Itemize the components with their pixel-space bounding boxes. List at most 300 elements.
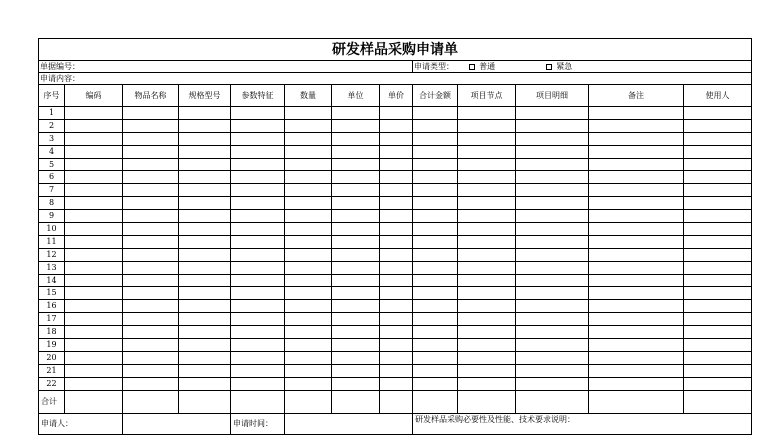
total-cell[interactable]	[458, 390, 516, 413]
table-cell[interactable]	[65, 158, 123, 171]
table-cell[interactable]	[332, 377, 380, 390]
table-cell[interactable]	[516, 377, 589, 390]
table-cell[interactable]	[231, 197, 285, 210]
table-cell[interactable]	[684, 261, 752, 274]
table-cell[interactable]	[231, 261, 285, 274]
table-cell[interactable]	[516, 197, 589, 210]
table-cell[interactable]	[516, 158, 589, 171]
table-cell[interactable]	[516, 223, 589, 236]
table-cell[interactable]	[65, 326, 123, 339]
table-cell[interactable]	[380, 326, 413, 339]
table-cell[interactable]	[285, 377, 332, 390]
table-cell[interactable]	[285, 184, 332, 197]
table-cell[interactable]	[380, 145, 413, 158]
table-cell[interactable]	[380, 119, 413, 132]
row-number: 7	[39, 184, 65, 197]
table-cell[interactable]	[123, 248, 179, 261]
table-cell[interactable]	[123, 377, 179, 390]
table-cell[interactable]	[380, 171, 413, 184]
table-cell[interactable]	[332, 145, 380, 158]
table-cell[interactable]	[65, 351, 123, 364]
table-cell[interactable]	[332, 261, 380, 274]
table-cell[interactable]	[684, 223, 752, 236]
table-cell[interactable]	[231, 132, 285, 145]
table-cell[interactable]	[589, 364, 684, 377]
col-header: 备注	[589, 85, 684, 107]
table-cell[interactable]	[458, 119, 516, 132]
table-cell[interactable]	[65, 223, 123, 236]
row-number: 8	[39, 197, 65, 210]
table-cell[interactable]	[589, 339, 684, 352]
table-cell[interactable]	[380, 339, 413, 352]
table-cell[interactable]	[231, 339, 285, 352]
table-cell[interactable]	[380, 235, 413, 248]
table-cell[interactable]	[332, 248, 380, 261]
table-cell[interactable]	[684, 326, 752, 339]
table-cell[interactable]	[413, 339, 458, 352]
table-cell[interactable]	[285, 158, 332, 171]
table-cell[interactable]	[179, 223, 231, 236]
table-cell[interactable]	[684, 184, 752, 197]
table-row	[39, 377, 752, 390]
row-number: 20	[39, 351, 65, 364]
table-cell[interactable]	[123, 158, 179, 171]
table-cell[interactable]	[589, 132, 684, 145]
table-cell[interactable]	[332, 171, 380, 184]
table-cell[interactable]	[179, 326, 231, 339]
table-cell[interactable]	[458, 223, 516, 236]
table-cell[interactable]	[285, 107, 332, 120]
total-cell[interactable]	[285, 390, 332, 413]
table-cell[interactable]	[516, 145, 589, 158]
table-cell[interactable]	[684, 300, 752, 313]
table-cell[interactable]	[231, 171, 285, 184]
table-cell[interactable]	[285, 145, 332, 158]
table-cell[interactable]	[123, 223, 179, 236]
table-cell[interactable]	[516, 300, 589, 313]
table-cell[interactable]	[285, 274, 332, 287]
table-cell[interactable]	[231, 184, 285, 197]
request-content-label: 申请内容：	[40, 73, 80, 83]
table-cell[interactable]	[413, 313, 458, 326]
table-cell[interactable]	[458, 313, 516, 326]
table-cell[interactable]	[380, 287, 413, 300]
table-cell[interactable]	[589, 145, 684, 158]
table-cell[interactable]	[179, 119, 231, 132]
table-cell[interactable]	[589, 158, 684, 171]
table-cell[interactable]	[285, 119, 332, 132]
table-cell[interactable]	[413, 107, 458, 120]
table-cell[interactable]	[413, 274, 458, 287]
urgent-checkbox[interactable]	[546, 64, 552, 70]
table-cell[interactable]	[123, 300, 179, 313]
table-cell[interactable]	[231, 364, 285, 377]
table-cell[interactable]	[332, 210, 380, 223]
total-cell[interactable]	[65, 390, 123, 413]
table-cell[interactable]	[516, 351, 589, 364]
table-cell[interactable]	[65, 210, 123, 223]
total-cell[interactable]	[413, 390, 458, 413]
table-cell[interactable]	[123, 119, 179, 132]
table-cell[interactable]	[179, 351, 231, 364]
table-cell[interactable]	[413, 300, 458, 313]
table-cell[interactable]	[285, 171, 332, 184]
table-cell[interactable]	[65, 171, 123, 184]
table-cell[interactable]	[65, 184, 123, 197]
table-cell[interactable]	[458, 287, 516, 300]
table-cell[interactable]	[285, 223, 332, 236]
table-cell[interactable]	[589, 235, 684, 248]
table-cell[interactable]	[332, 351, 380, 364]
table-cell[interactable]	[123, 351, 179, 364]
table-cell[interactable]	[231, 119, 285, 132]
table-cell[interactable]	[285, 300, 332, 313]
table-cell[interactable]	[516, 339, 589, 352]
table-cell[interactable]	[123, 197, 179, 210]
table-cell[interactable]	[413, 248, 458, 261]
table-cell[interactable]	[380, 107, 413, 120]
table-cell[interactable]	[589, 248, 684, 261]
table-cell[interactable]	[589, 274, 684, 287]
table-cell[interactable]	[231, 351, 285, 364]
table-cell[interactable]	[413, 287, 458, 300]
table-cell[interactable]	[285, 351, 332, 364]
table-cell[interactable]	[413, 184, 458, 197]
table-cell[interactable]	[589, 210, 684, 223]
table-cell[interactable]	[65, 300, 123, 313]
table-cell[interactable]	[413, 171, 458, 184]
table-cell[interactable]	[380, 261, 413, 274]
table-cell[interactable]	[458, 300, 516, 313]
row-number: 14	[39, 274, 65, 287]
table-cell[interactable]	[589, 184, 684, 197]
table-cell[interactable]	[179, 210, 231, 223]
table-cell[interactable]	[179, 184, 231, 197]
table-cell[interactable]	[458, 364, 516, 377]
table-cell[interactable]	[285, 235, 332, 248]
table-cell[interactable]	[65, 145, 123, 158]
table-cell[interactable]	[332, 223, 380, 236]
row-number: 21	[39, 364, 65, 377]
table-cell[interactable]	[413, 158, 458, 171]
table-cell[interactable]	[458, 248, 516, 261]
table-cell[interactable]	[684, 158, 752, 171]
table-cell[interactable]	[179, 339, 231, 352]
table-cell[interactable]	[285, 326, 332, 339]
table-cell[interactable]	[332, 364, 380, 377]
request-content-field[interactable]	[39, 73, 752, 85]
table-cell[interactable]	[285, 339, 332, 352]
table-cell[interactable]	[458, 274, 516, 287]
table-cell[interactable]	[332, 339, 380, 352]
table-cell[interactable]	[516, 235, 589, 248]
table-cell[interactable]	[684, 210, 752, 223]
table-cell[interactable]	[332, 107, 380, 120]
table-cell[interactable]	[684, 339, 752, 352]
table-cell[interactable]	[516, 132, 589, 145]
table-cell[interactable]	[65, 364, 123, 377]
table-cell[interactable]	[179, 313, 231, 326]
table-cell[interactable]	[231, 158, 285, 171]
table-cell[interactable]	[458, 210, 516, 223]
table-cell[interactable]	[332, 326, 380, 339]
table-cell[interactable]	[179, 364, 231, 377]
table-cell[interactable]	[684, 364, 752, 377]
table-cell[interactable]	[458, 158, 516, 171]
table-cell[interactable]	[589, 313, 684, 326]
row-number: 19	[39, 339, 65, 352]
table-cell[interactable]	[231, 107, 285, 120]
table-cell[interactable]	[458, 197, 516, 210]
applicant-input[interactable]	[123, 413, 231, 434]
table-cell[interactable]	[179, 107, 231, 120]
table-cell[interactable]	[684, 274, 752, 287]
table-cell[interactable]	[380, 132, 413, 145]
table-cell[interactable]	[65, 287, 123, 300]
table-cell[interactable]	[589, 119, 684, 132]
table-cell[interactable]	[179, 248, 231, 261]
table-cell[interactable]	[332, 119, 380, 132]
table-cell[interactable]	[231, 223, 285, 236]
table-cell[interactable]	[589, 223, 684, 236]
table-cell[interactable]	[380, 210, 413, 223]
table-cell[interactable]	[413, 145, 458, 158]
table-row	[39, 274, 752, 287]
table-cell[interactable]	[380, 184, 413, 197]
table-cell[interactable]	[413, 119, 458, 132]
row-number: 1	[39, 107, 65, 120]
table-cell[interactable]	[285, 210, 332, 223]
table-cell[interactable]	[231, 274, 285, 287]
table-cell[interactable]	[179, 377, 231, 390]
total-cell[interactable]	[589, 390, 684, 413]
total-cell[interactable]	[179, 390, 231, 413]
table-cell[interactable]	[516, 326, 589, 339]
col-header: 项目明细	[516, 85, 589, 107]
table-cell[interactable]	[458, 261, 516, 274]
table-cell[interactable]	[179, 287, 231, 300]
table-cell[interactable]	[65, 107, 123, 120]
table-cell[interactable]	[589, 300, 684, 313]
table-cell[interactable]	[589, 197, 684, 210]
table-cell[interactable]	[516, 313, 589, 326]
table-cell[interactable]	[684, 197, 752, 210]
table-cell[interactable]	[231, 313, 285, 326]
table-cell[interactable]	[684, 235, 752, 248]
table-cell[interactable]	[285, 132, 332, 145]
table-cell[interactable]	[516, 248, 589, 261]
table-cell[interactable]	[380, 377, 413, 390]
total-cell[interactable]	[380, 390, 413, 413]
table-row	[39, 339, 752, 352]
table-row	[39, 107, 752, 120]
table-cell[interactable]	[684, 287, 752, 300]
table-cell[interactable]	[380, 197, 413, 210]
table-cell[interactable]	[458, 326, 516, 339]
doc-number-field[interactable]	[39, 61, 413, 73]
table-cell[interactable]	[65, 377, 123, 390]
table-cell[interactable]	[65, 274, 123, 287]
total-cell[interactable]	[516, 390, 589, 413]
table-cell[interactable]	[285, 287, 332, 300]
table-cell[interactable]	[684, 313, 752, 326]
table-cell[interactable]	[231, 377, 285, 390]
table-cell[interactable]	[179, 197, 231, 210]
table-cell[interactable]	[332, 235, 380, 248]
table-cell[interactable]	[123, 210, 179, 223]
table-cell[interactable]	[332, 158, 380, 171]
table-cell[interactable]	[123, 171, 179, 184]
table-cell[interactable]	[516, 364, 589, 377]
table-cell[interactable]	[413, 351, 458, 364]
table-cell[interactable]	[65, 132, 123, 145]
table-cell[interactable]	[413, 364, 458, 377]
table-cell[interactable]	[65, 119, 123, 132]
table-cell[interactable]	[684, 145, 752, 158]
table-cell[interactable]	[380, 351, 413, 364]
table-cell[interactable]	[413, 261, 458, 274]
table-cell[interactable]	[332, 313, 380, 326]
table-cell[interactable]	[516, 210, 589, 223]
table-cell[interactable]	[458, 184, 516, 197]
table-cell[interactable]	[684, 248, 752, 261]
table-cell[interactable]	[413, 132, 458, 145]
table-cell[interactable]	[413, 197, 458, 210]
table-cell[interactable]	[516, 171, 589, 184]
table-cell[interactable]	[516, 261, 589, 274]
table-cell[interactable]	[65, 235, 123, 248]
table-cell[interactable]	[285, 364, 332, 377]
table-cell[interactable]	[179, 274, 231, 287]
table-cell[interactable]	[516, 119, 589, 132]
table-cell[interactable]	[123, 145, 179, 158]
table-cell[interactable]	[123, 339, 179, 352]
table-cell[interactable]	[516, 107, 589, 120]
table-cell[interactable]	[285, 197, 332, 210]
table-cell[interactable]	[458, 339, 516, 352]
table-cell[interactable]	[123, 107, 179, 120]
table-cell[interactable]	[684, 119, 752, 132]
table-cell[interactable]	[589, 107, 684, 120]
table-cell[interactable]	[285, 261, 332, 274]
table-cell[interactable]	[179, 132, 231, 145]
table-cell[interactable]	[380, 274, 413, 287]
table-cell[interactable]	[332, 287, 380, 300]
table-cell[interactable]	[65, 339, 123, 352]
row-number: 18	[39, 326, 65, 339]
table-cell[interactable]	[123, 313, 179, 326]
table-cell[interactable]	[380, 300, 413, 313]
table-cell[interactable]	[179, 235, 231, 248]
table-cell[interactable]	[684, 107, 752, 120]
row-number: 12	[39, 248, 65, 261]
table-cell[interactable]	[380, 364, 413, 377]
table-cell[interactable]	[231, 145, 285, 158]
table-cell[interactable]	[65, 248, 123, 261]
table-cell[interactable]	[123, 132, 179, 145]
table-cell[interactable]	[684, 377, 752, 390]
table-cell[interactable]	[179, 261, 231, 274]
table-cell[interactable]	[458, 132, 516, 145]
table-cell[interactable]	[458, 145, 516, 158]
table-cell[interactable]	[516, 184, 589, 197]
table-cell[interactable]	[380, 223, 413, 236]
normal-checkbox[interactable]	[469, 64, 475, 70]
table-cell[interactable]	[179, 158, 231, 171]
table-cell[interactable]	[380, 248, 413, 261]
table-cell[interactable]	[231, 248, 285, 261]
header-row	[39, 85, 752, 107]
table-cell[interactable]	[458, 377, 516, 390]
table-cell[interactable]	[380, 158, 413, 171]
table-cell[interactable]	[684, 351, 752, 364]
apply-time-input[interactable]	[285, 413, 413, 434]
table-cell[interactable]	[332, 300, 380, 313]
table-cell[interactable]	[413, 326, 458, 339]
table-cell[interactable]	[231, 210, 285, 223]
table-cell[interactable]	[458, 171, 516, 184]
table-cell[interactable]	[589, 287, 684, 300]
table-cell[interactable]	[332, 132, 380, 145]
table-cell[interactable]	[589, 261, 684, 274]
table-cell[interactable]	[589, 377, 684, 390]
table-cell[interactable]	[413, 223, 458, 236]
table-cell[interactable]	[285, 248, 332, 261]
table-cell[interactable]	[179, 145, 231, 158]
table-cell[interactable]	[413, 210, 458, 223]
table-cell[interactable]	[380, 313, 413, 326]
table-cell[interactable]	[332, 184, 380, 197]
table-cell[interactable]	[123, 326, 179, 339]
table-cell[interactable]	[65, 197, 123, 210]
table-cell[interactable]	[458, 351, 516, 364]
table-cell[interactable]	[123, 274, 179, 287]
table-cell[interactable]	[179, 300, 231, 313]
table-cell[interactable]	[332, 197, 380, 210]
table-cell[interactable]	[179, 171, 231, 184]
table-cell[interactable]	[123, 364, 179, 377]
table-cell[interactable]	[65, 313, 123, 326]
table-cell[interactable]	[684, 132, 752, 145]
table-cell[interactable]	[65, 261, 123, 274]
table-cell[interactable]	[458, 235, 516, 248]
table-cell[interactable]	[516, 274, 589, 287]
table-cell[interactable]	[123, 184, 179, 197]
total-cell[interactable]	[123, 390, 179, 413]
table-cell[interactable]	[458, 107, 516, 120]
total-cell[interactable]	[332, 390, 380, 413]
table-cell[interactable]	[285, 313, 332, 326]
table-cell[interactable]	[589, 326, 684, 339]
table-cell[interactable]	[231, 300, 285, 313]
table-cell[interactable]	[123, 235, 179, 248]
table-cell[interactable]	[123, 261, 179, 274]
table-cell[interactable]	[589, 171, 684, 184]
table-cell[interactable]	[123, 287, 179, 300]
table-cell[interactable]	[516, 287, 589, 300]
table-cell[interactable]	[231, 235, 285, 248]
table-cell[interactable]	[231, 326, 285, 339]
total-cell[interactable]	[684, 390, 752, 413]
table-cell[interactable]	[332, 274, 380, 287]
table-cell[interactable]	[684, 171, 752, 184]
table-cell[interactable]	[413, 377, 458, 390]
table-cell[interactable]	[231, 287, 285, 300]
row-number: 9	[39, 210, 65, 223]
total-cell[interactable]	[231, 390, 285, 413]
table-cell[interactable]	[413, 235, 458, 248]
table-cell[interactable]	[589, 351, 684, 364]
